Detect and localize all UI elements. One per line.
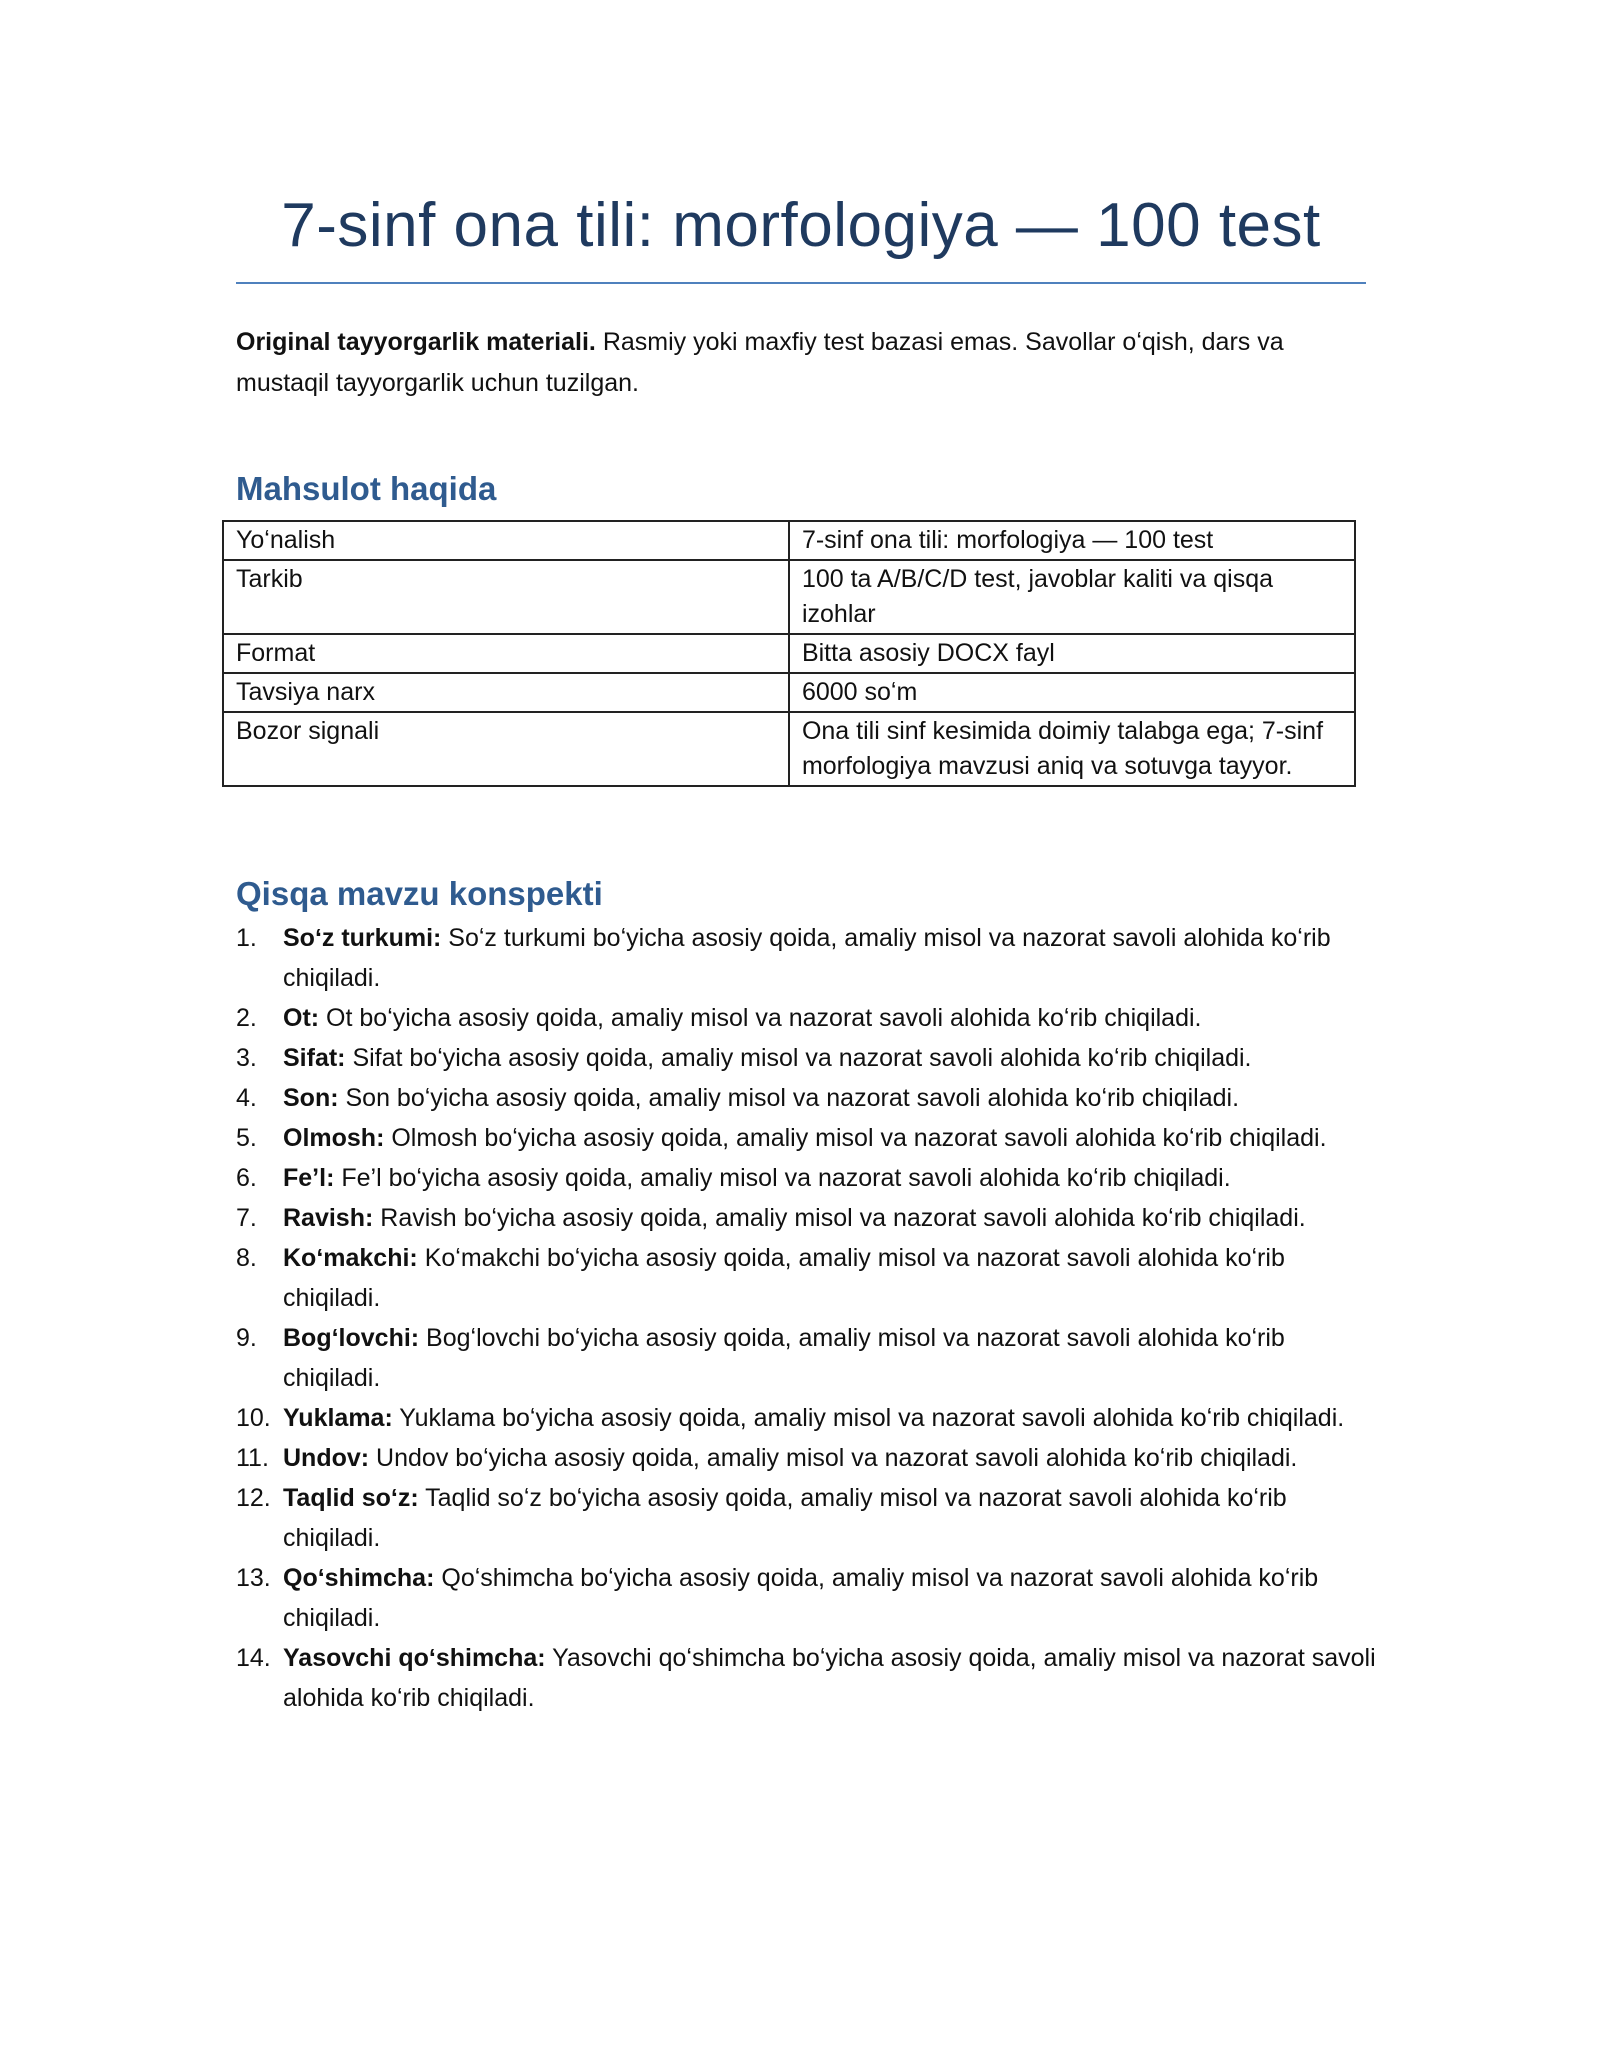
intro-paragraph — [236, 322, 1366, 404]
list-item-term: Sifat: — [283, 1044, 346, 1072]
list-item — [236, 1038, 1376, 1078]
list-item — [236, 1438, 1376, 1478]
list-item-number: 11. — [236, 1444, 269, 1472]
list-item-term: Olmosh: — [283, 1124, 385, 1152]
list-item-term: Koʻmakchi: — [283, 1244, 418, 1272]
list-item-term: Soʻz turkumi: — [283, 924, 442, 952]
list-item-number: 3. — [236, 1044, 257, 1072]
list-item-term: Qoʻshimcha: — [283, 1564, 435, 1592]
list-item-number: 9. — [236, 1324, 257, 1352]
intro-text: Rasmiy yoki maxfiy test bazasi emas. Savollar oʻqish, dars va mustaqil tayyorgarlik uchun tuzilgan. — [236, 328, 1284, 397]
list-item-text: Taqlid soʻz boʻyicha asosiy qoida, amaliy misol va nazorat savoli alohida koʻrib chiqiladi. — [283, 1484, 1287, 1552]
list-item-number: 10. — [236, 1404, 271, 1432]
table-cell-key: Format — [223, 634, 789, 673]
list-item-text: Undov boʻyicha asosiy qoida, amaliy misol va nazorat savoli alohida koʻrib chiqiladi. — [369, 1444, 1298, 1472]
list-item — [236, 1318, 1376, 1398]
table-row — [223, 634, 1355, 673]
list-item — [236, 1478, 1376, 1558]
list-item — [236, 1078, 1376, 1118]
product-info-table — [222, 520, 1356, 787]
list-item-term: Yasovchi qoʻshimcha: — [283, 1644, 546, 1672]
list-item-text: Yuklama boʻyicha asosiy qoida, amaliy misol va nazorat savoli alohida koʻrib chiqiladi. — [392, 1404, 1345, 1432]
list-item-term: Son: — [283, 1084, 339, 1112]
list-item — [236, 1558, 1376, 1638]
list-item-number: 14. — [236, 1644, 271, 1672]
list-item — [236, 918, 1376, 998]
list-item-text: Qoʻshimcha boʻyicha asosiy qoida, amaliy misol va nazorat savoli alohida koʻrib chiqiladi. — [283, 1564, 1319, 1632]
list-item — [236, 1398, 1376, 1438]
intro-bold: Original tayyorgarlik materiali. — [236, 328, 596, 356]
list-item-text: Ravish boʻyicha asosiy qoida, amaliy misol va nazorat savoli alohida koʻrib chiqiladi. — [373, 1204, 1306, 1232]
document-title: 7-sinf ona tili: morfologiya — 100 test — [281, 191, 1321, 260]
list-item-text: Soʻz turkumi boʻyicha asosiy qoida, amaliy misol va nazorat savoli alohida koʻrib chiqiladi. — [283, 924, 1331, 992]
topic-list — [236, 918, 1376, 1718]
table-cell-value: 100 ta A/B/C/D test, javoblar kaliti va qisqa izohlar — [789, 560, 1355, 634]
table-row — [223, 560, 1355, 634]
list-item-number: 5. — [236, 1124, 257, 1152]
table-cell-value: 6000 soʻm — [789, 673, 1355, 712]
list-item — [236, 1118, 1376, 1158]
table-cell-value: Ona tili sinf kesimida doimiy talabga ega; 7-sinf morfologiya mavzusi aniq va sotuvga tayyor. — [789, 712, 1355, 786]
list-item-text: Fe’l boʻyicha asosiy qoida, amaliy misol va nazorat savoli alohida koʻrib chiqiladi. — [334, 1164, 1231, 1192]
table-cell-key: Tavsiya narx — [223, 673, 789, 712]
table-row — [223, 712, 1355, 786]
about-heading: Mahsulot haqida — [236, 470, 497, 507]
list-item-number: 12. — [236, 1484, 271, 1512]
list-item-text: Olmosh boʻyicha asosiy qoida, amaliy misol va nazorat savoli alohida koʻrib chiqiladi. — [384, 1124, 1327, 1152]
table-cell-value: Bitta asosiy DOCX fayl — [789, 634, 1355, 673]
list-item-term: Fe’l: — [283, 1164, 335, 1192]
list-item-text: Bogʻlovchi boʻyicha asosiy qoida, amaliy misol va nazorat savoli alohida koʻrib chiqiladi. — [283, 1324, 1285, 1392]
list-item-term: Taqlid soʻz: — [283, 1484, 419, 1512]
list-item — [236, 1638, 1376, 1718]
list-item — [236, 1198, 1376, 1238]
list-item-text: Koʻmakchi boʻyicha asosiy qoida, amaliy misol va nazorat savoli alohida koʻrib chiqiladi. — [283, 1244, 1285, 1312]
list-item — [236, 1238, 1376, 1318]
list-item-text: Sifat boʻyicha asosiy qoida, amaliy misol va nazorat savoli alohida koʻrib chiqiladi. — [345, 1044, 1252, 1072]
table-row — [223, 673, 1355, 712]
title-underline — [236, 282, 1366, 284]
list-item-number: 7. — [236, 1204, 257, 1232]
table-row — [223, 521, 1355, 560]
list-item-number: 4. — [236, 1084, 257, 1112]
list-item-term: Undov: — [283, 1444, 370, 1472]
list-item-text: Ot boʻyicha asosiy qoida, amaliy misol va nazorat savoli alohida koʻrib chiqiladi. — [319, 1004, 1202, 1032]
list-item-text: Yasovchi qoʻshimcha boʻyicha asosiy qoida, amaliy misol va nazorat savoli alohida koʻrib chiqiladi. — [283, 1644, 1376, 1712]
list-item-number: 6. — [236, 1164, 257, 1192]
summary-heading: Qisqa mavzu konspekti — [236, 875, 603, 912]
list-item-term: Bogʻlovchi: — [283, 1324, 420, 1352]
list-item-term: Yuklama: — [283, 1404, 393, 1432]
list-item-number: 8. — [236, 1244, 257, 1272]
table-cell-key: Yoʻnalish — [223, 521, 789, 560]
list-item-text: Son boʻyicha asosiy qoida, amaliy misol va nazorat savoli alohida koʻrib chiqiladi. — [338, 1084, 1240, 1112]
list-item-term: Ot: — [283, 1004, 320, 1032]
list-item — [236, 1158, 1376, 1198]
list-item-number: 1. — [236, 924, 257, 952]
list-item-number: 13. — [236, 1564, 271, 1592]
table-cell-key: Bozor signali — [223, 712, 789, 786]
list-item-number: 2. — [236, 1004, 257, 1032]
table-cell-value: 7-sinf ona tili: morfologiya — 100 test — [789, 521, 1355, 560]
table-cell-key: Tarkib — [223, 560, 789, 634]
list-item-term: Ravish: — [283, 1204, 374, 1232]
list-item — [236, 998, 1376, 1038]
